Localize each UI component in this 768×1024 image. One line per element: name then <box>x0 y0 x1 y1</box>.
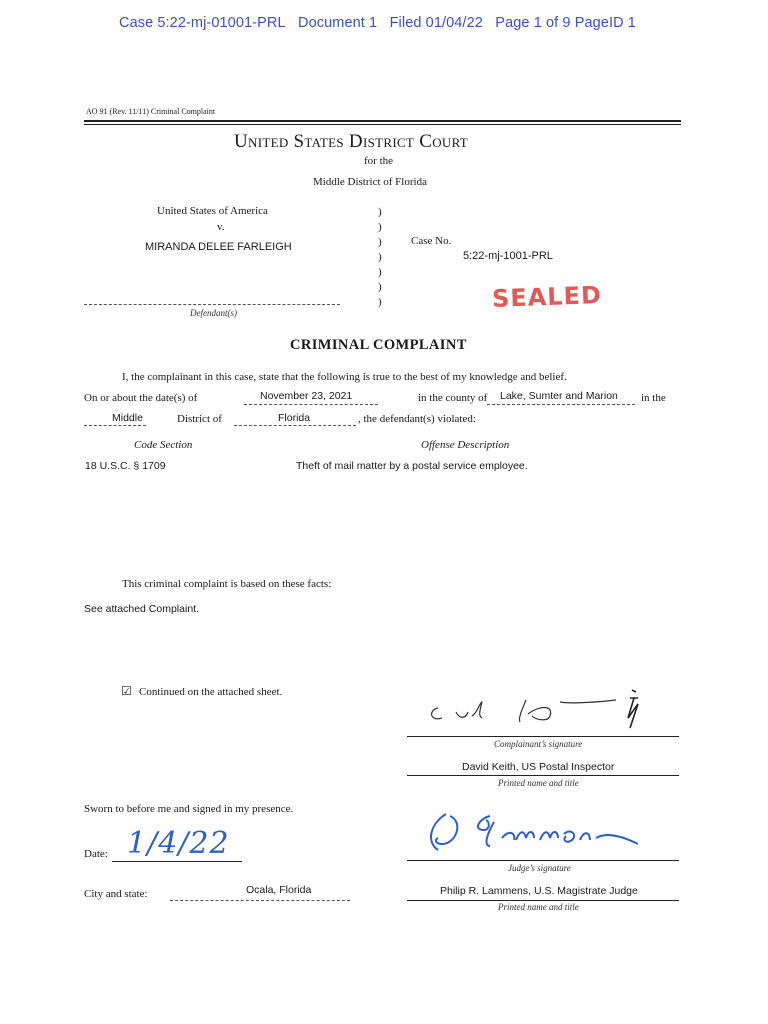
city-state-line <box>170 900 350 901</box>
complainant-signature-label: Complainant’s signature <box>494 739 583 749</box>
case-no-label: Case No. <box>411 235 452 247</box>
judge-name-label: Printed name and title <box>498 902 579 912</box>
document-number: Document 1 <box>298 15 378 31</box>
district-of: District of <box>177 413 222 425</box>
case-number-header: Case 5:22-mj-01001-PRL <box>119 15 286 31</box>
handwritten-date: 1/4/22 <box>127 826 230 861</box>
date-prefix: On or about the date(s) of <box>84 392 198 404</box>
county: Lake, Sumter and Marion <box>500 390 618 402</box>
filing-header <box>119 15 636 31</box>
city-state-label: City and state: <box>84 888 148 900</box>
date-line <box>112 861 242 862</box>
defendant-label: Defendant(s) <box>190 308 237 318</box>
continued-checkbox[interactable]: ☑ <box>121 684 132 698</box>
facts-text: See attached Complaint. <box>84 603 199 615</box>
judge-signature-line <box>407 860 679 861</box>
court-for: for the <box>364 155 394 167</box>
complaint-heading: CRIMINAL COMPLAINT <box>290 337 467 353</box>
county-blank <box>487 404 635 405</box>
judge-signature-label: Judge’s signature <box>508 863 571 873</box>
page-info: Page 1 of 9 PageID 1 <box>495 15 636 31</box>
offense-description: Theft of mail matter by a postal service employee. <box>296 460 528 472</box>
in-the: in the <box>641 392 666 404</box>
complainant-name: David Keith, US Postal Inspector <box>462 761 615 773</box>
judge-name: Philip R. Lammens, U.S. Magistrate Judge <box>440 885 638 897</box>
plaintiff: United States of America <box>157 205 268 217</box>
court-district: Middle District of Florida <box>313 176 427 188</box>
offense-date: November 23, 2021 <box>260 390 353 402</box>
filed-date: Filed 01/04/22 <box>389 15 483 31</box>
district-blank <box>84 425 146 426</box>
state: Florida <box>278 412 311 424</box>
court-title: United States District Court <box>234 131 468 152</box>
state-blank <box>234 425 356 426</box>
top-rule <box>84 120 681 122</box>
judge-signature-image <box>420 808 650 860</box>
sealed-stamp: SEALED <box>491 281 603 313</box>
violated: , the defendant(s) violated: <box>358 413 476 425</box>
offense-description-header: Offense Description <box>421 439 510 451</box>
caption-parens: ) ) ) ) ) ) ) <box>378 206 382 308</box>
complainant-signature-image <box>420 688 650 736</box>
form-id: AO 91 (Rev. 11/11) Criminal Complaint <box>86 107 216 116</box>
complainant-signature-line <box>407 736 679 737</box>
code-section-header: Code Section <box>134 439 193 451</box>
defendant-line <box>84 304 340 305</box>
district: Middle <box>112 412 143 424</box>
facts-label: This criminal complaint is based on these facts: <box>122 578 332 590</box>
judge-name-line <box>407 900 679 901</box>
sworn-statement: Sworn to before me and signed in my presence. <box>84 803 294 815</box>
county-label: in the county of <box>418 392 488 404</box>
date-label: Date: <box>84 848 108 860</box>
complainant-name-line <box>407 775 679 776</box>
defendant-name: MIRANDA DELEE FARLEIGH <box>145 241 292 253</box>
statement: I, the complainant in this case, state that the following is true to the best of my knowledge and belief. <box>122 371 567 383</box>
date-blank <box>244 404 378 405</box>
versus: v. <box>217 221 225 233</box>
case-no: 5:22-mj-1001-PRL <box>463 250 553 262</box>
code-section: 18 U.S.C. § 1709 <box>85 460 166 472</box>
continued-label: Continued on the attached sheet. <box>139 686 283 698</box>
city-state: Ocala, Florida <box>246 884 312 896</box>
top-rule-thin <box>84 124 681 125</box>
complainant-name-label: Printed name and title <box>498 778 579 788</box>
